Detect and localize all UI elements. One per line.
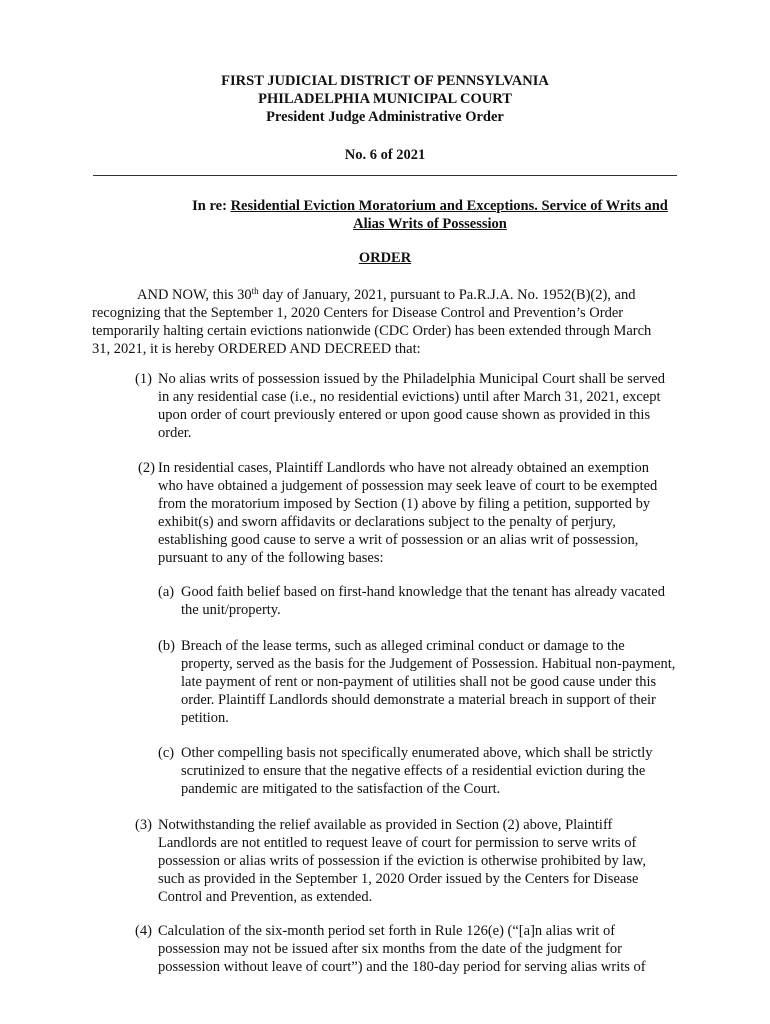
order-title: ORDER [358,250,412,266]
item-number: (2) [138,460,155,476]
in-re-line [180,197,680,233]
item-text: Notwithstanding the relief available as provided in Section (2) above, Plaintiff Landlords are not entitled to request leave of court for permission to serve writs of possession or alias writs of possession if the eviction is otherwise prohibited by law, such as provided in the September 1, 2020 Order issued by the Centers for Disease Control and Prevention, as extended. [158,817,646,905]
subitem-text: Other compelling basis not specifically enumerated above, which shall be strictly scrutinized to ensure that the negative effects of a residential eviction during the pandemic are mitigated to the satisfaction of the Court. [181,745,653,797]
subitem-letter: (b) [158,638,175,654]
item-text: No alias writs of possession issued by the Philadelphia Municipal Court shall be served in any residential case (i.e., no residential evictions) until after March 31, 2021, except upon order of court previously entered or upon good cause shown as provided in this order. [158,371,666,441]
court-name-heading: PHILADELPHIA MUNICIPAL COURT [258,91,512,107]
intro-sup: th [251,286,259,296]
intro-part2: day of January, 2021, pursuant to Pa.R.J.A. No. 1952(B)(2), and recognizing that the September 1, 2020 Centers for Disease Control and Prevention’s Order temporarily halting certain evictions nationwide (CDC Order) has been extended through March 31, 2021, it is hereby ORDERED AND DECREED that: [92,287,652,357]
intro-part1: AND NOW, this 30 [137,287,252,303]
subitem-text: Good faith belief based on first-hand knowledge that the tenant has already vacated the unit/property. [181,584,665,618]
item-text: In residential cases, Plaintiff Landlords who have not already obtained an exemption who have obtained a judgement of possession may seek leave of court to be exempted from the moratorium imposed by Section (1) above by filing a petition, supported by exhibit(s) and sworn affidavits or declarations subject to the penalty of perjury, establishing good cause to serve a writ of possession or an alias writ of possession, pursuant to any of the following bases: [158,460,658,566]
subitem-letter: (c) [158,745,175,761]
subitem-letter: (a) [158,584,175,600]
intro-paragraph [92,286,672,358]
item-text: Calculation of the six-month period set forth in Rule 126(e) (“[a]n alias writ of possession may not be issued after six months from the date of the judgment for possession without leave of court”) and the 180-day period for serving alias writs of [158,923,646,975]
subitem-text: Breach of the lease terms, such as alleged criminal conduct or damage to the property, served as the basis for the Judgement of Possession. Habitual non-payment, late payment of rent or non-payment of utilities shall not be good cause under this order. Plaintiff Landlords should demonstrate a material breach in support of their petition. [181,638,676,726]
horizontal-rule [93,175,677,176]
in-re-subject: Residential Eviction Moratorium and Exceptions. Service of Writs and Alias Writs of Possession [230,198,668,232]
item-number: (4) [135,923,152,939]
in-re-prefix: In re: [192,198,227,214]
order-number: No. 6 of 2021 [344,147,426,163]
order-type-heading: President Judge Administrative Order [266,109,504,125]
court-district-heading: FIRST JUDICIAL DISTRICT OF PENNSYLVANIA [221,73,549,89]
item-number: (3) [135,817,152,833]
item-number: (1) [135,371,152,387]
